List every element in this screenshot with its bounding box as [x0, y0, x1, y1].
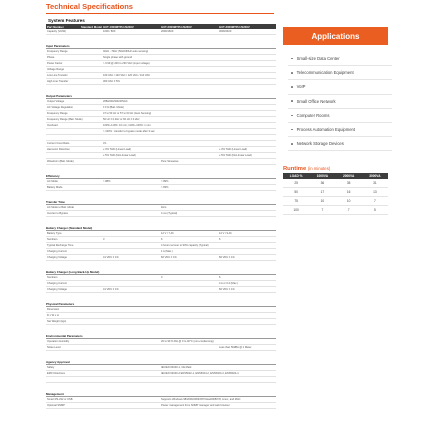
spec-cell: Smart RS-232 or USB [47, 398, 73, 401]
spec-cell: 82 VDC ± 1% [219, 288, 235, 291]
spec-cell: Optional SNMP [47, 404, 65, 407]
runtime-header-cell: 1000VA [316, 174, 329, 178]
spec-cell: Charging Current [47, 282, 67, 285]
spec-cell: 12 V / 9 Ah [219, 232, 232, 235]
spec-cell: Voltage Range [47, 68, 65, 71]
spec-cell: Power Factor [47, 62, 63, 65]
application-label: Small-size Data Center [296, 56, 340, 62]
application-item [288, 66, 392, 80]
spec-cell: Inverter to Bypass [47, 212, 68, 215]
runtime-cell: 7 [373, 199, 376, 203]
runtime-cell: 7 [321, 208, 324, 212]
spec-cell: Battery Mode [47, 186, 63, 189]
spec-cell: AC Mode to Batt. Mode [47, 206, 74, 209]
spec-header-row [46, 24, 276, 29]
spec-cell: Less than 50dBA @ 1 Meter [219, 346, 252, 349]
spec-cell: 41 VDC ± 1% [103, 256, 119, 259]
doc-title: Technical Specifications [46, 2, 133, 11]
spec-cell: Output Voltage [47, 100, 65, 103]
spec-cell: 4 hours recover to 90% capacity (Typical) [161, 244, 209, 247]
spec-cell: Frequency Range [47, 112, 68, 115]
spec-section-title: Battery Charger (Long Back-Up Model) [46, 270, 100, 274]
runtime-cell: 17 [320, 190, 325, 194]
spec-cell: ≤ 3% THD (Linear Load) [103, 148, 132, 151]
bullet-icon [291, 143, 293, 145]
spec-cell: 12 V / 7 Ah [161, 232, 174, 235]
spec-cell: 3:1 [103, 142, 107, 145]
spec-section-title: Environmental Parameters [46, 334, 83, 338]
spec-cell: 82 VDC ± 1% [219, 256, 235, 259]
runtime-subtitle: (in minutes) [307, 166, 331, 171]
bullet-icon [291, 86, 293, 88]
application-label: VoIP [296, 84, 306, 90]
spec-cell: 6 [219, 276, 221, 279]
spec-cell: D x W x H [47, 314, 59, 317]
spec-cell: 300 VAC ± 5% [103, 80, 120, 83]
bullet-icon [291, 72, 293, 74]
spec-cell: ≤ 5% THD (Non-linear Load) [103, 154, 136, 157]
runtime-title [283, 166, 330, 172]
application-label: Telecommunication Equipment [296, 70, 354, 76]
spec-section-title: Battery Charger (Standard Model) [46, 226, 93, 230]
application-item [288, 95, 392, 109]
spec-cell: 40Hz - 70Hz (50Hz/60Hz auto sensing) [103, 50, 149, 53]
spec-cell: Net Weight (kgs) [47, 320, 67, 323]
spec-cell: Noise Level [47, 346, 61, 349]
runtime-row [283, 206, 388, 215]
spec-cell: 6 [219, 238, 221, 241]
runtime-table [283, 173, 388, 215]
spec-cell: Frequency Range [47, 50, 68, 53]
spec-section-title: Transfer Time [46, 200, 65, 204]
runtime-cell: 100 [293, 208, 299, 212]
runtime-cell: 16 [346, 190, 351, 194]
runtime-header-cell: LOAD % [289, 174, 303, 178]
runtime-cell: 36 [320, 181, 325, 185]
runtime-cell: 25 [294, 181, 298, 185]
runtime-title-text: Runtime [283, 166, 307, 172]
spec-cell: AC Mode [47, 180, 58, 183]
runtime-cell: 50 [294, 190, 298, 194]
spec-cell: Phase [47, 56, 55, 59]
application-label: Small Office Network [296, 98, 336, 104]
spec-section-heading [46, 197, 276, 205]
spec-cell: Dimension [47, 308, 60, 311]
spec-section-heading [46, 171, 276, 179]
spec-cell: Battery Type [47, 232, 62, 235]
spec-cell: 82 VDC ± 1% [161, 256, 177, 259]
spec-cell: Power management from SNMP manager and web browser [161, 404, 230, 407]
spec-cell: 1000 / 800 [103, 30, 116, 33]
spec-cell: Typical Recharge Time [47, 244, 74, 247]
application-item [288, 52, 392, 66]
spec-section-heading [46, 299, 276, 307]
runtime-cell: 13 [373, 190, 377, 194]
spec-cell: > 88% [103, 180, 111, 183]
spec-cell: IEC/EN 62040-1, CE Mark [161, 366, 192, 369]
application-label: Network Storage Devices [296, 141, 344, 147]
spec-cell: 47 to 53 Hz or 57 to 63 Hz (Auto Sensing) [103, 112, 152, 115]
spec-cell: ± 1% (Batt. Mode) [103, 106, 124, 109]
applications-title: Applications [283, 27, 388, 45]
bullet-icon [291, 100, 293, 102]
spec-section-title: Physical Parameters [46, 302, 75, 306]
spec-table [46, 24, 276, 409]
spec-header-cell: GXT-1000MTPLUS230V [103, 24, 134, 29]
spec-cell: 3 [161, 276, 163, 279]
spec-cell: > 130% : transfer to bypass mode after 3 sec [103, 130, 155, 133]
spec-section-heading [46, 267, 276, 275]
spec-cell: IEC/EN 62040-2 ENS5022-1, ENS5024-2, ENS5024-3, ENS5024-4 [161, 372, 239, 375]
spec-cell: 208/220/230/240VAC [103, 100, 128, 103]
spec-row [46, 403, 276, 409]
runtime-cell: 5 [373, 208, 376, 212]
spec-section-title: Input Parameters [46, 44, 70, 48]
spec-cell: Operation Humidity [47, 340, 70, 343]
bullet-icon [291, 129, 293, 131]
spec-cell: Single phase with ground [103, 56, 133, 59]
runtime-row [283, 197, 388, 206]
spec-section-heading [46, 389, 276, 397]
spec-section-heading [46, 357, 276, 365]
runtime-cell: 10 [346, 199, 351, 203]
title-divider [46, 13, 274, 14]
runtime-row [283, 179, 388, 188]
application-item [288, 80, 392, 94]
spec-section-title: Output Parameters [46, 94, 73, 98]
runtime-cell: 31 [373, 181, 377, 185]
spec-cell: AC Voltage Regulation [47, 106, 74, 109]
spec-section-title: Efficiency [46, 174, 60, 178]
runtime-cell: 7 [347, 208, 350, 212]
spec-cell: 20 to 90 % RH @ 0 to 40°C (non-condensing) [161, 340, 214, 343]
spec-section-title: Agency Approval [46, 360, 70, 364]
spec-cell: Safety [47, 366, 55, 369]
spec-cell: Current Crest Ratio [47, 142, 70, 145]
spec-cell: Supports Windows 98/2000/2003/XP/Vista/2008/7/8, Linux, and MAC [161, 398, 241, 401]
bullet-icon [291, 58, 293, 60]
spec-cell: 6 [161, 238, 163, 241]
application-item [288, 137, 392, 151]
spec-cell: 4 ms (Typical) [161, 212, 178, 215]
spec-cell: Harmonic Distortion [47, 148, 70, 151]
spec-cell: 3 [103, 238, 105, 241]
spec-header-cell: GXT-3000MTPLUS230V [219, 24, 250, 29]
application-label: Computer Rooms [296, 112, 330, 118]
spec-cell: ≤ 5% THD (Non-linear Load) [219, 154, 252, 157]
spec-section-heading [46, 41, 276, 49]
application-item [288, 123, 392, 137]
applications-list [288, 52, 392, 151]
spec-cell: 2000/1600 [161, 30, 174, 33]
spec-section-heading [46, 91, 276, 99]
runtime-cell: 35 [346, 181, 351, 185]
spec-cell: 100%~110%: 10 min; 110%~130%: 1 min [103, 124, 151, 127]
runtime-header-cell: 2000VA [342, 174, 355, 178]
spec-cell: 1 A (Max.) [161, 250, 173, 253]
spec-header-cell: Part Number [47, 24, 64, 29]
spec-cell: Overload [47, 124, 58, 127]
spec-cell: 160 VAC / 140 VAC / 120 VAC / 110 VAC [103, 74, 151, 77]
application-label: Process Automation Equipment [296, 127, 356, 133]
spec-cell: ≤ 3% THD (Linear Load) [219, 148, 248, 151]
spec-cell: 41 VDC ± 1% [103, 288, 119, 291]
spec-section-heading [46, 331, 276, 339]
spec-cell: Charging Voltage [47, 256, 67, 259]
spec-cell: Numbers [47, 276, 58, 279]
runtime-header-cell: 3000VA [369, 174, 381, 178]
application-item [288, 109, 392, 123]
spec-cell: 50 Hz ± 0.2Hz or 60 Hz ± 0.2Hz [103, 118, 140, 121]
spec-cell: Pure Sinewave [161, 160, 179, 163]
spec-header-cell: Standard Model [81, 24, 102, 29]
spec-cell: > 0.99 @ 200 to 230 VAC (input voltage) [103, 62, 150, 65]
spec-header-cell: GXT-2000MTPLUS230V [161, 24, 192, 29]
runtime-cell: 10 [320, 199, 325, 203]
spec-cell: Low Line Transfer [47, 74, 68, 77]
runtime-row [283, 188, 388, 197]
spec-cell: High Line Transfer [47, 80, 69, 83]
spec-cell: > 89% [161, 180, 169, 183]
spec-section-heading [46, 223, 276, 231]
spec-cell: Charging Current [47, 250, 67, 253]
spec-cell: 4 A or 6 A (Max.) [219, 282, 239, 285]
spec-cell: Numbers [47, 238, 58, 241]
spec-cell: Waveform (Batt. Mode) [47, 160, 74, 163]
runtime-cell: 75 [294, 199, 298, 203]
spec-cell: Zero [161, 206, 167, 209]
spec-cell: > 83% [161, 186, 169, 189]
section-title: System Features [48, 18, 85, 23]
spec-cell: Frequency Range (Batt. Mode) [47, 118, 83, 121]
bullet-icon [291, 115, 293, 117]
spec-section-title: Management [46, 392, 64, 396]
spec-cell: 3000/2400 [219, 30, 232, 33]
spec-cell: EMC Directives [47, 372, 65, 375]
spec-cell: Capacity (VA/W) [47, 30, 66, 33]
spec-cell: Charging Voltage [47, 288, 67, 291]
